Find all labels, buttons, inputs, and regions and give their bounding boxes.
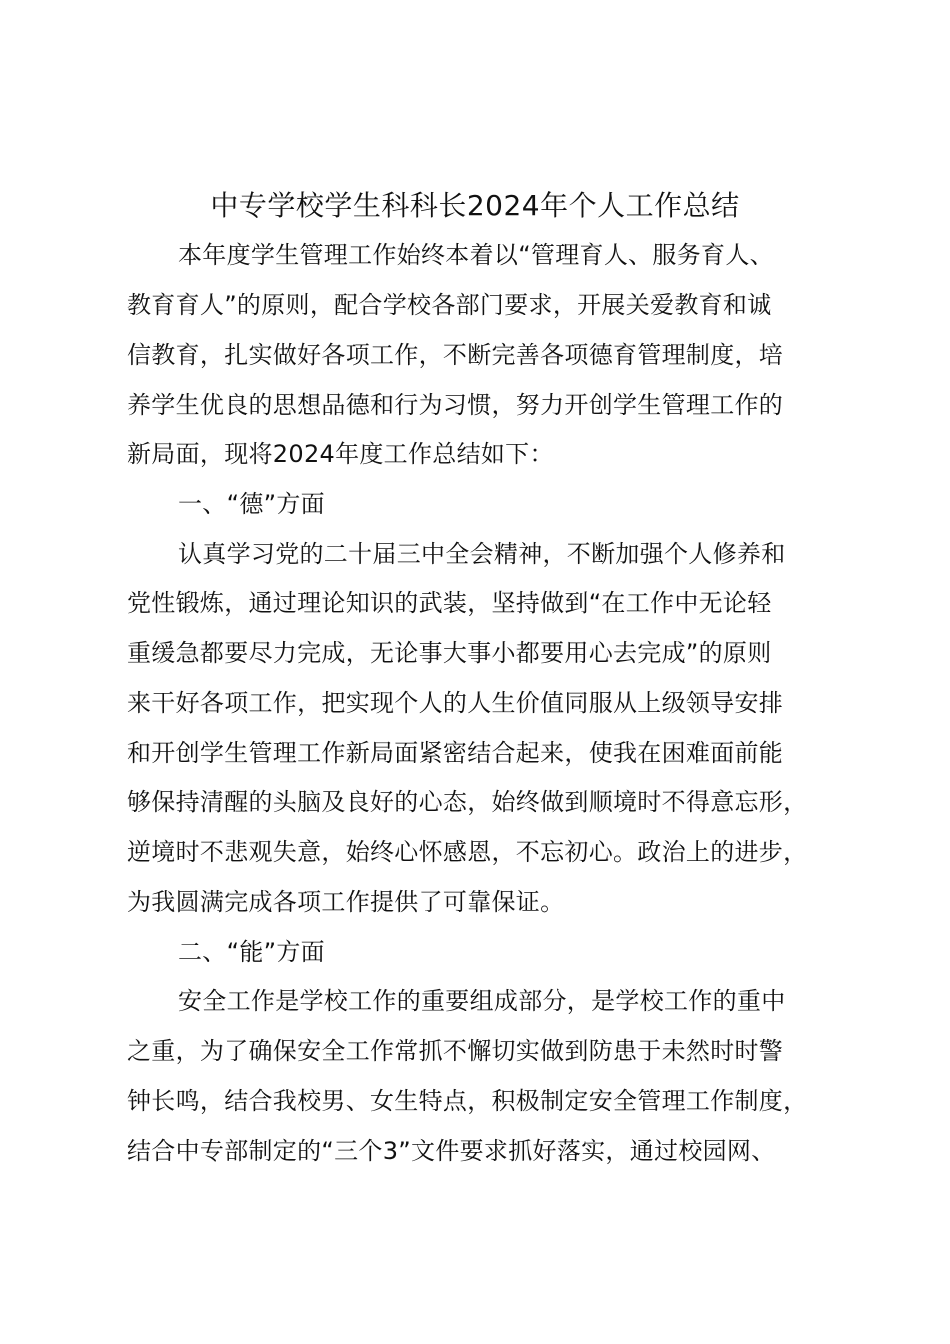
document-title: 中专学校学生科科长2024年个人工作总结	[210, 189, 740, 222]
paragraph-line: 新局面，现将2024年度工作总结如下：	[127, 440, 554, 468]
section-heading: 二、“能”方面	[178, 938, 325, 966]
paragraph-line: 教育育人”的原则，配合学校各部门要求，开展关爱教育和诚	[127, 291, 772, 319]
paragraph-line: 重缓急都要尽力完成，无论事大事小都要用心去完成”的原则	[127, 639, 772, 667]
paragraph-line: 认真学习党的二十届三中全会精神，不断加强个人修养和	[178, 540, 786, 568]
paragraph-line: 安全工作是学校工作的重要组成部分，是学校工作的重中	[178, 987, 786, 1015]
paragraph-line: 党性锻炼，通过理论知识的武装，坚持做到“在工作中无论轻	[127, 589, 772, 617]
paragraph-line: 钟长鸣，结合我校男、女生特点，积极制定安全管理工作制度，	[127, 1087, 808, 1115]
paragraph-line: 信教育，扎实做好各项工作，不断完善各项德育管理制度，培	[127, 341, 784, 369]
paragraph-line: 结合中专部制定的“三个3”文件要求抓好落实，通过校园网、	[127, 1137, 776, 1165]
paragraph-line: 为我圆满完成各项工作提供了可靠保证。	[127, 888, 565, 916]
paragraph-line: 本年度学生管理工作始终本着以“管理育人、服务育人、	[178, 241, 774, 269]
paragraph-line: 逆境时不悲观失意，始终心怀感恩，不忘初心。政治上的进步，	[127, 838, 808, 866]
section-heading: 一、“德”方面	[178, 490, 325, 518]
paragraph-line: 够保持清醒的头脑及良好的心态，始终做到顺境时不得意忘形，	[127, 788, 808, 816]
paragraph-line: 和开创学生管理工作新局面紧密结合起来，使我在困难面前能	[127, 739, 784, 767]
paragraph-line: 养学生优良的思想品德和行为习惯，努力开创学生管理工作的	[127, 391, 784, 419]
paragraph-line: 来干好各项工作，把实现个人的人生价值同服从上级领导安排	[127, 689, 784, 717]
paragraph-line: 之重，为了确保安全工作常抓不懈切实做到防患于未然时时警	[127, 1037, 784, 1065]
